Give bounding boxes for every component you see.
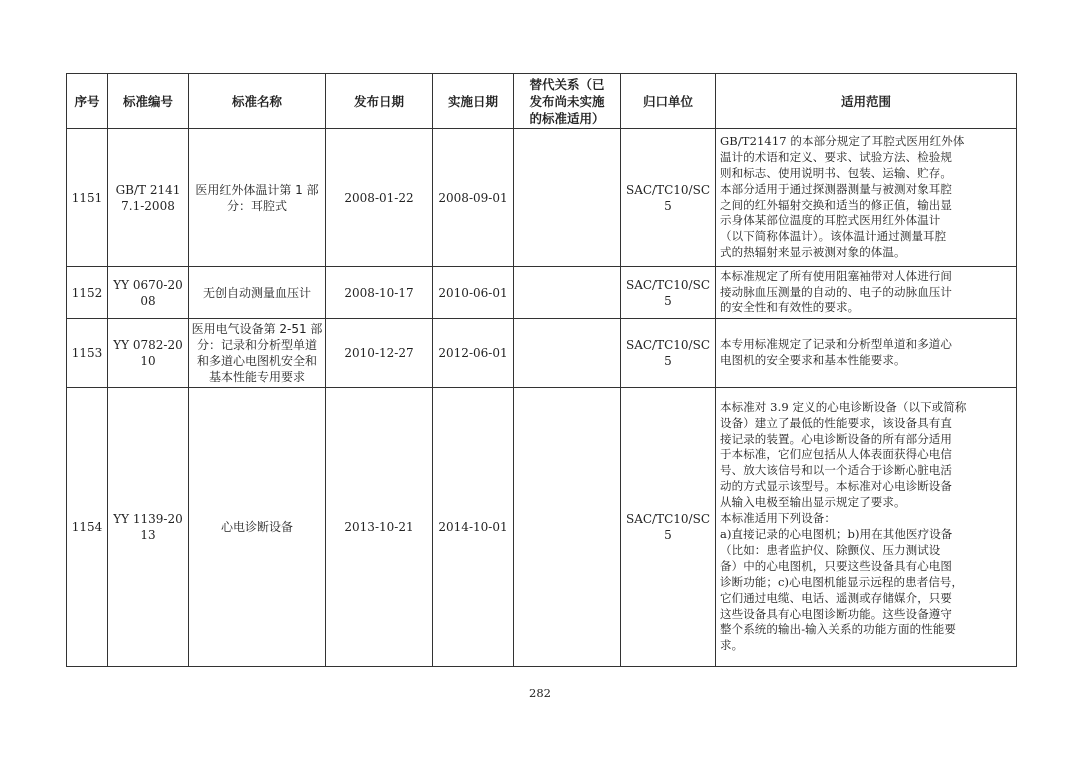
- cell-name: 医用红外体温计第 1 部 分：耳腔式: [189, 129, 326, 267]
- cell-scope: GB/T21417 的本部分规定了耳腔式医用红外体 温计的术语和定义、要求、试验方法、检验规 则和标志、使用说明书、包装、运输、贮存。 本部分适用于通过探测器测量与被测对象耳腔 之间的红外辐射交换和适当的修正值，输出显 示身体某部位温度的耳腔式医用红外体温计 （以下简称体温计）。该体温计通过测量耳腔 式的热辐射来显示被测对象的体温。: [716, 129, 1017, 267]
- cell-code: YY 0782-20 10: [108, 319, 189, 388]
- table-row: [67, 129, 1017, 267]
- cell-replace: [514, 267, 621, 319]
- header-impl-date: 实施日期: [433, 74, 514, 129]
- table-header-row: [67, 74, 1017, 129]
- cell-seq: 1151: [67, 129, 108, 267]
- cell-scope: 本标准规定了所有使用阻塞袖带对人体进行间 接动脉血压测量的自动的、电子的动脉血压计 的安全性和有效性的要求。: [716, 267, 1017, 319]
- cell-dept: SAC/TC10/SC 5: [621, 267, 716, 319]
- cell-seq: 1154: [67, 388, 108, 667]
- cell-code: YY 0670-20 08: [108, 267, 189, 319]
- header-name: 标准名称: [189, 74, 326, 129]
- cell-dept: SAC/TC10/SC 5: [621, 319, 716, 388]
- table-row: [67, 319, 1017, 388]
- cell-name: 心电诊断设备: [189, 388, 326, 667]
- cell-replace: [514, 319, 621, 388]
- header-dept: 归口单位: [621, 74, 716, 129]
- cell-seq: 1152: [67, 267, 108, 319]
- header-seq: 序号: [67, 74, 108, 129]
- cell-code: GB/T 2141 7.1-2008: [108, 129, 189, 267]
- cell-impl-date: 2010-06-01: [433, 267, 514, 319]
- cell-impl-date: 2008-09-01: [433, 129, 514, 267]
- cell-scope: 本专用标准规定了记录和分析型单道和多道心 电图机的安全要求和基本性能要求。: [716, 319, 1017, 388]
- table-row: [67, 267, 1017, 319]
- cell-dept: SAC/TC10/SC 5: [621, 388, 716, 667]
- cell-scope: 本标准对 3.9 定义的心电诊断设备（以下或简称 设备）建立了最低的性能要求，该设备具有直 接记录的装置。心电诊断设备的所有部分适用 于本标准，它们应包括从人体表面获得心电信 号、放大该信号和以一个适合于诊断心脏电活 动的方式显示该型号。本标准对心电诊断设备 从输入电极至输出显示规定了要求。 本标准适用下列设备： a)直接记录的心电图机；b)用在其他医疗设备 （比如：患者监护仪、除颤仪、压力测试设 备）中的心电图机，只要这些设备具有心电图 诊断功能；c)心电图机能显示远程的患者信号， 它们通过电缆、电话、遥测或存储媒介，只要 这些设备具有心电图诊断功能。这些设备遵守 整个系统的输出-输入关系的功能方面的性能要 求。: [716, 388, 1017, 667]
- header-replace: 替代关系（已 发布尚未实施 的标准适用）: [514, 74, 621, 129]
- cell-impl-date: 2012-06-01: [433, 319, 514, 388]
- cell-name: 无创自动测量血压计: [189, 267, 326, 319]
- cell-replace: [514, 129, 621, 267]
- page-number: 282: [529, 686, 551, 700]
- standards-table: [66, 73, 1017, 667]
- cell-issue-date: 2008-10-17: [326, 267, 433, 319]
- header-code: 标准编号: [108, 74, 189, 129]
- cell-code: YY 1139-20 13: [108, 388, 189, 667]
- cell-replace: [514, 388, 621, 667]
- cell-impl-date: 2014-10-01: [433, 388, 514, 667]
- cell-issue-date: 2013-10-21: [326, 388, 433, 667]
- header-scope: 适用范围: [716, 74, 1017, 129]
- header-issue-date: 发布日期: [326, 74, 433, 129]
- cell-dept: SAC/TC10/SC 5: [621, 129, 716, 267]
- cell-name: 医用电气设备第 2-51 部 分：记录和分析型单道 和多道心电图机安全和 基本性能专用要求: [189, 319, 326, 388]
- cell-issue-date: 2010-12-27: [326, 319, 433, 388]
- table-row: [67, 388, 1017, 667]
- cell-seq: 1153: [67, 319, 108, 388]
- cell-issue-date: 2008-01-22: [326, 129, 433, 267]
